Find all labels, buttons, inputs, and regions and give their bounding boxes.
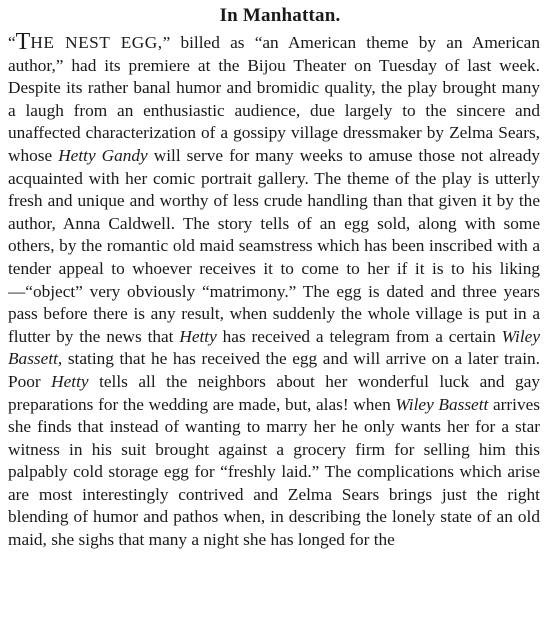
article-heading: In Manhattan. (219, 5, 341, 26)
character-name-hetty: Hetty (179, 326, 217, 346)
open-quote: “ (8, 33, 16, 52)
article-text-2: will serve for many weeks to amuse those not already acquainted with her comic portrait gallery. The theme of the play is utterly fresh and unique and worthy of less crude handling than that given it by the author, Anna Caldwell. The story tells of an egg sold, along with some others, by the romantic old maid seamstress which has been inscribed with a tender appeal to whoever receives it to come to her if it is to his liking —“object” very obviously “matrimony.” The egg is dated and three years pass before there is any result, when suddenly the whole village is put in a flutter by the news that (8, 145, 540, 346)
lead-caps: HE NEST EGG, (30, 33, 163, 52)
article-text-6: arrives she finds that instead of wanting to marry her he only wants her for a star witness in his suit brought against a grocery firm for selling him this palpably cold storage egg for “freshly laid.” The complications which arise are most interestingly contrived and Zelma Sears brings just the right blending of humor and pathos when, in describing the lonely state of an old maid, she sighs that many a night she has longed for the (8, 394, 540, 550)
character-name-hetty: Hetty (51, 371, 89, 391)
article-body (8, 29, 540, 552)
article-text-5: tells all the neighbors about her wonderful luck and gay preparations for the wedding are made, but, alas! when (8, 371, 540, 414)
character-name-wiley-bassett: Wiley Bassett, (8, 326, 540, 369)
article-text-4: stating that he has received the egg and will arrive on a later train. Poor (8, 349, 540, 391)
drop-cap: T (15, 29, 31, 55)
page (8, 0, 540, 626)
article-text-3: has received a telegram from a certain (216, 326, 502, 346)
character-name-wiley-bassett: Wiley Bassett (395, 394, 489, 414)
character-name-hetty-gandy: Hetty Gandy (58, 145, 148, 165)
article-text-1: ” billed as “an American theme by an American author,” had its premiere at the Bijou Theater on Tuesday of last week. Despite its rather banal humor and bromidic quality, the play brought many a laugh from an enthusiastic audience, due largely to the sincere and unaffected characterization of a gossipy village dressmaker by Zelma Sears, whose (8, 33, 540, 165)
